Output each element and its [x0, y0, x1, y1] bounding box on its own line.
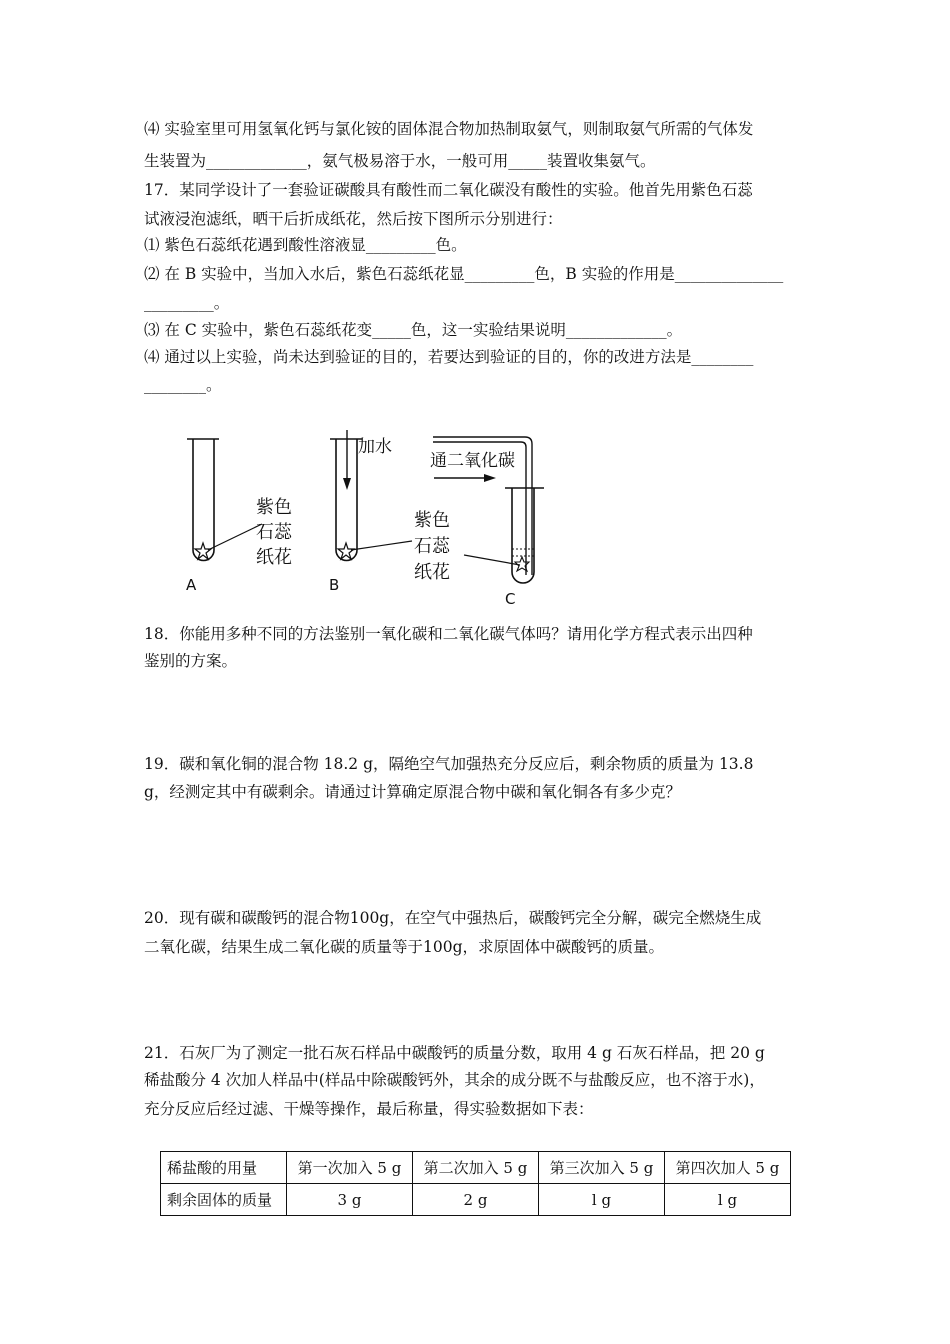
q19-line1: 19．碳和氧化铜的混合物 18.2 g，隔绝空气加强热充分反应后，剩余物质的质量为 13.8 [144, 755, 754, 773]
table-cell: l g [665, 1184, 791, 1216]
water-arrow-head-icon [343, 478, 351, 490]
q18-line1: 18．你能用多种不同的方法鉴别一氧化碳和二氧化碳气体吗？请用化学方程式表示出四种 [144, 625, 753, 643]
q17-stem-line2: 试液浸泡滤纸，晒干后折成纸花，然后按下图所示分别进行： [144, 210, 563, 228]
table-row [161, 1184, 791, 1216]
q21-line2: 稀盐酸分 4 次加人样品中(样品中除碳酸钙外，其余的成分既不与盐酸反应，也不溶于水)， [144, 1071, 765, 1089]
q19-line2: g，经测定其中有碳剩余。请通过计算确定原混合物中碳和氧化铜各有多少克？ [144, 783, 681, 801]
q21-line3: 充分反应后经过滤、干燥等操作，最后称量，得实验数据如下表： [144, 1100, 594, 1118]
table-cell: 剩余固体的质量 [161, 1184, 287, 1216]
q17-part2-line2: _________。 [144, 294, 230, 312]
table-cell: 第一次加入 5 g [287, 1152, 413, 1184]
table-cell: 2 g [413, 1184, 539, 1216]
q17-part3: ⑶ 在 C 实验中，紫色石蕊纸花变_____色，这一实验结果说明_____________。 [144, 321, 683, 339]
co2-arrow-head-icon [484, 474, 496, 482]
table-cell: 稀盐酸的用量 [161, 1152, 287, 1184]
experiment-data-table [160, 1151, 791, 1216]
table-cell: 第三次加入 5 g [539, 1152, 665, 1184]
q17-part2-line1: ⑵ 在 B 实验中，当加入水后，紫色石蕊纸花显_________色，B 实验的作用是______________ [144, 265, 784, 283]
q18-line2: 鉴别的方案。 [144, 652, 238, 670]
star-flower-a-icon [195, 543, 211, 559]
q16-part4-line1: ⑷ 实验室里可用氢氧化钙与氯化铵的固体混合物加热制取氨气，则制取氨气所需的气体发 [144, 120, 754, 138]
flower-label-b-1: 紫色 [414, 510, 450, 531]
star-flower-b-icon [338, 543, 354, 559]
q21-line1: 21．石灰厂为了测定一批石灰石样品中碳酸钙的质量分数，取用 4 g 石灰石样品，把 20 g [144, 1044, 765, 1062]
tube-label-c: C [505, 590, 516, 608]
flower-label-a-2: 石蕊 [256, 522, 292, 543]
table-cell: 3 g [287, 1184, 413, 1216]
flower-label-b-3: 纸花 [414, 562, 450, 583]
add-water-label: 加水 [358, 437, 392, 457]
q17-part1: ⑴ 紫色石蕊纸花遇到酸性溶液显_________色。 [144, 236, 467, 254]
table-row [161, 1152, 791, 1184]
q17-part4-line2: ________。 [144, 376, 222, 394]
q17-stem-line1: 17．某同学设计了一套验证碳酸具有酸性而二氧化碳没有酸性的实验。他首先用紫色石蕊 [144, 181, 753, 199]
tube-label-a: A [186, 576, 197, 594]
table-cell: 第四次加人 5 g [665, 1152, 791, 1184]
test-tube-c [505, 488, 544, 583]
co2-label: 通二氧化碳 [430, 451, 515, 471]
flower-label-a-3: 纸花 [256, 547, 292, 568]
table-cell: 第二次加入 5 g [413, 1152, 539, 1184]
flower-label-b-2: 石蕊 [414, 536, 450, 557]
flower-label-a-1: 紫色 [256, 497, 292, 518]
litmus-experiment-figure [0, 0, 950, 620]
q16-part4-line2: 生装置为_____________，氨气极易溶于水，一般可用_____装置收集氨气。 [144, 152, 656, 170]
q17-part4-line1: ⑷ 通过以上实验，尚未达到验证的目的，若要达到验证的目的，你的改进方法是________ [144, 348, 754, 366]
table-cell: l g [539, 1184, 665, 1216]
pointer-line-a [208, 524, 262, 550]
pointer-line-b [351, 541, 412, 550]
tube-label-b: B [329, 576, 340, 594]
q20-line1: 20．现有碳和碳酸钙的混合物100g，在空气中强热后，碳酸钙完全分解，碳完全燃烧生成 [144, 909, 762, 927]
q20-line2: 二氧化碳，结果生成二氧化碳的质量等于100g，求原固体中碳酸钙的质量。 [144, 938, 665, 956]
